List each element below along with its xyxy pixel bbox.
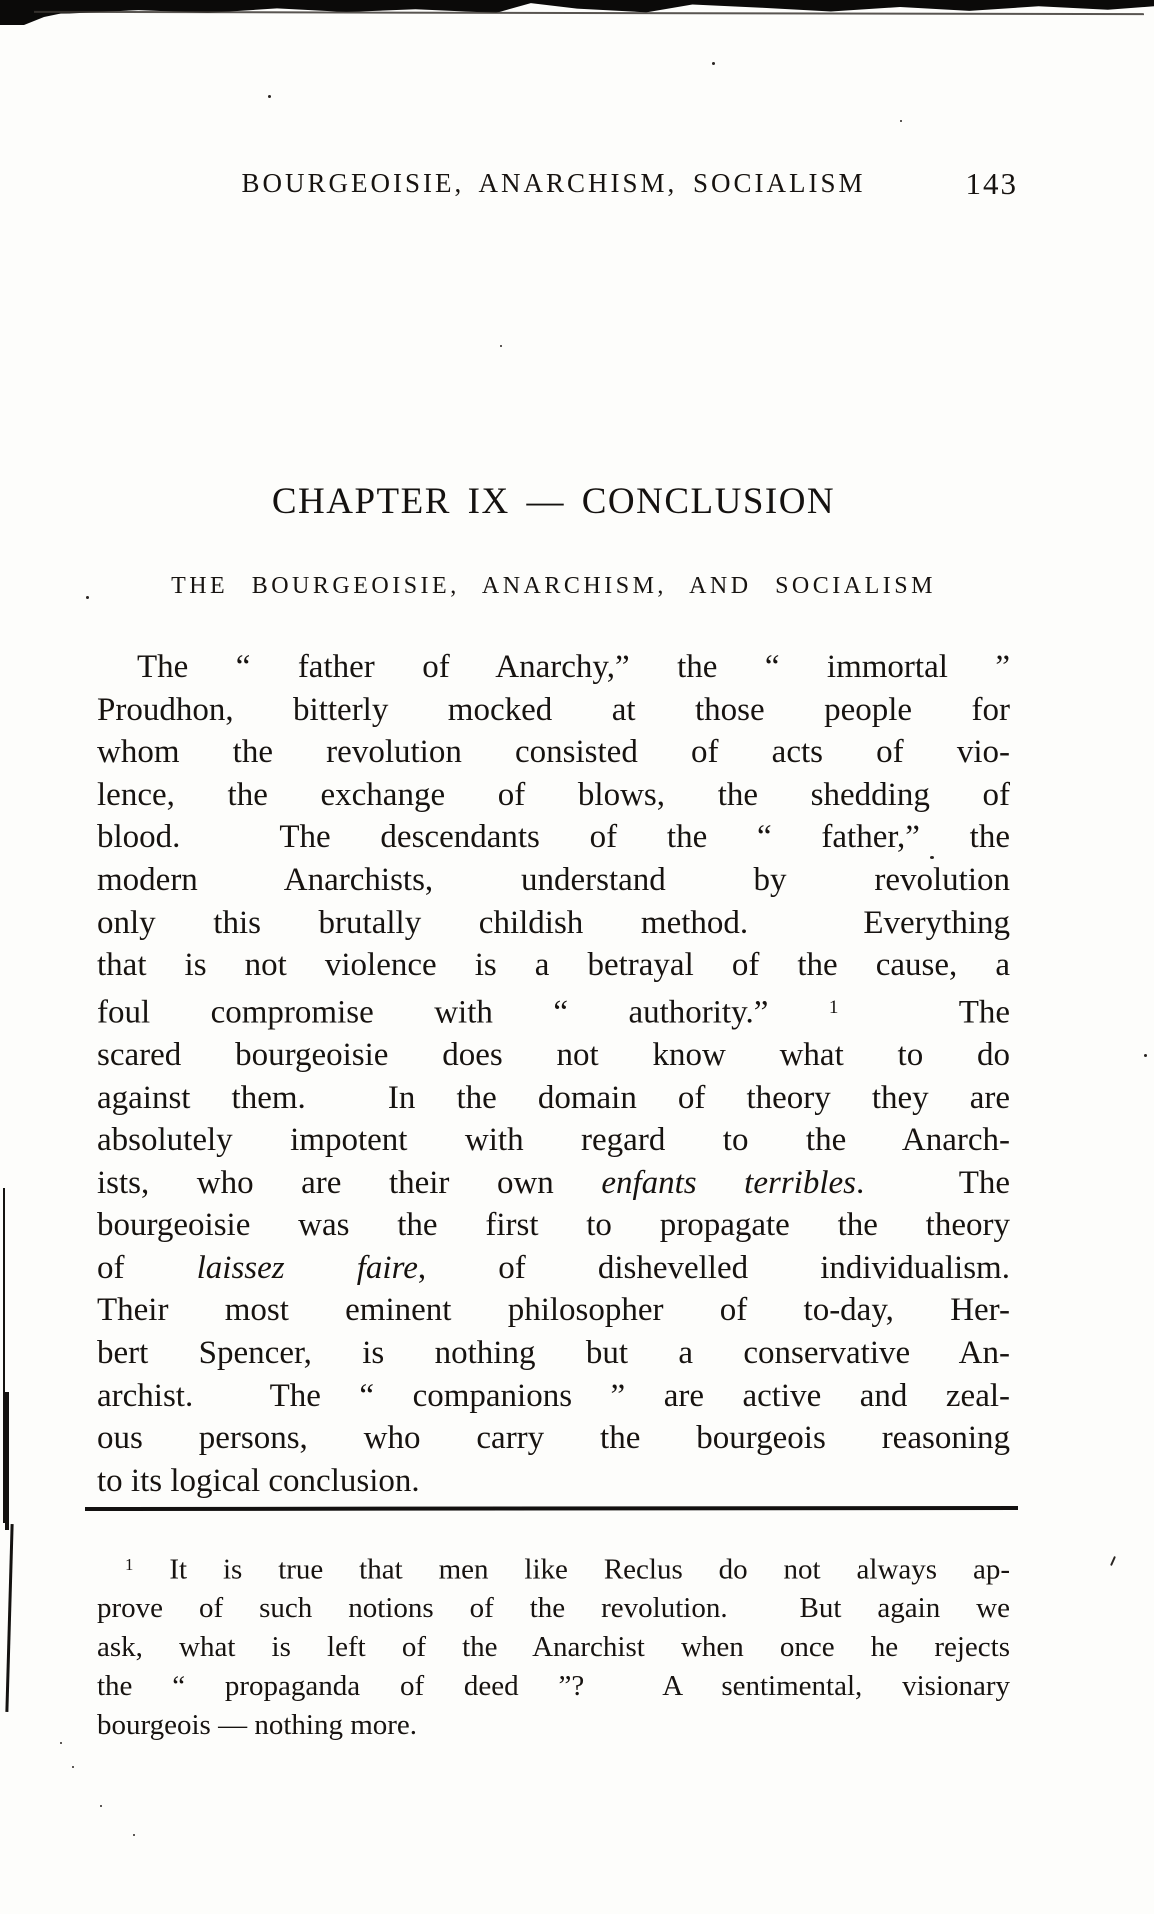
text-line bbox=[97, 1289, 1010, 1332]
text-segment: that is not violence is a betrayal of the cause, a bbox=[97, 947, 1010, 984]
text-segment: against them. In the domain of theory they are bbox=[97, 1079, 1010, 1116]
text-segment: Proudhon, bitterly mocked at those people for bbox=[97, 691, 1010, 728]
text-segment: absolutely impotent with regard to the Anarch- bbox=[97, 1122, 1010, 1159]
text-line bbox=[97, 1204, 1010, 1247]
running-header-title: BOURGEOISIE, ANARCHISM, SOCIALISM bbox=[241, 168, 866, 198]
scan-speck bbox=[900, 120, 902, 122]
body-paragraph bbox=[97, 646, 1010, 1502]
text-segment: Their most eminent philosopher of to-day, Her- bbox=[97, 1292, 1010, 1329]
text-segment: of bbox=[97, 1249, 197, 1286]
text-line bbox=[97, 774, 1010, 817]
text-segment: blood. The descendants of the “ father,” the bbox=[97, 819, 1010, 856]
text-line bbox=[97, 1034, 1010, 1077]
footnote-reference-mark: 1 bbox=[828, 996, 839, 1018]
text-segment: modern Anarchists, understand by revolution bbox=[97, 861, 1010, 898]
text-segment: It is true that men like Reclus do not always ap- bbox=[133, 1553, 1010, 1586]
text-line bbox=[97, 1119, 1010, 1162]
text-line bbox=[97, 1417, 1010, 1460]
text-segment: bourgeois — nothing more. bbox=[97, 1709, 418, 1742]
text-line bbox=[97, 1332, 1010, 1375]
text-line bbox=[97, 1706, 1010, 1745]
text-segment: ask, what is left of the Anarchist when once he rejects bbox=[97, 1631, 1010, 1664]
text-line bbox=[97, 689, 1010, 732]
scan-streak-artifact bbox=[34, 11, 1144, 15]
text-segment: The “ father of Anarchy,” the “ immortal ” bbox=[137, 649, 1010, 685]
text-segment: only this brutally childish method. Everything bbox=[97, 904, 1010, 941]
text-line bbox=[97, 987, 1010, 1034]
page-gutter-line bbox=[5, 1524, 13, 1712]
text-segment: whom the revolution consisted of acts of vio- bbox=[97, 734, 1010, 771]
text-segment: bert Spencer, is nothing but a conservative An- bbox=[97, 1335, 1010, 1372]
text-line bbox=[97, 1375, 1010, 1418]
scan-speck bbox=[1144, 1054, 1147, 1057]
footnote bbox=[97, 1545, 1010, 1745]
text-line bbox=[97, 1589, 1010, 1628]
scan-speck bbox=[268, 95, 271, 98]
chapter-title: CHAPTER IX — CONCLUSION bbox=[271, 481, 836, 522]
text-line bbox=[97, 902, 1010, 945]
scan-speck bbox=[72, 1766, 74, 1768]
text-segment: to its logical conclusion. bbox=[97, 1462, 420, 1499]
text-segment: ists, who are their own bbox=[97, 1164, 602, 1201]
text-segment: prove of such notions of the revolution. But again we bbox=[97, 1592, 1010, 1625]
text-segment: bourgeoisie was the first to propagate the theory bbox=[97, 1207, 1010, 1244]
text-line bbox=[97, 1247, 1010, 1290]
text-line bbox=[97, 1077, 1010, 1120]
scan-speck bbox=[100, 1805, 102, 1807]
text-segment: . The bbox=[856, 1164, 1011, 1201]
text-line bbox=[97, 1667, 1010, 1706]
page-number: 143 bbox=[965, 166, 1018, 201]
scan-speck bbox=[500, 345, 502, 347]
scan-speck bbox=[712, 62, 715, 65]
text-segment: archist. The “ companions ” are active and zeal- bbox=[97, 1377, 1010, 1414]
chapter-subtitle: THE BOURGEOISIE, ANARCHISM, AND SOCIALISM bbox=[171, 573, 936, 599]
text-segment: , of dishevelled individualism. bbox=[417, 1249, 1010, 1286]
text-line bbox=[97, 1162, 1010, 1205]
footnote-reference-mark: 1 bbox=[125, 1555, 134, 1574]
text-line bbox=[97, 646, 1010, 689]
text-segment: lence, the exchange of blows, the shedding of bbox=[97, 776, 1010, 813]
scan-tick-artifact bbox=[1110, 1556, 1116, 1566]
text-line bbox=[97, 944, 1010, 987]
page-gutter-line bbox=[5, 1392, 9, 1530]
text-line bbox=[97, 816, 1010, 859]
text-segment: scared bourgeoisie does not know what to do bbox=[97, 1036, 1010, 1073]
text-segment: The bbox=[838, 994, 1011, 1031]
text-segment: enfants terribles bbox=[601, 1164, 856, 1201]
scan-speck bbox=[133, 1834, 135, 1836]
text-segment: laissez faire bbox=[196, 1249, 418, 1286]
text-line bbox=[97, 1628, 1010, 1667]
text-line bbox=[97, 731, 1010, 774]
running-header bbox=[97, 166, 1018, 204]
scan-speck bbox=[60, 1742, 62, 1744]
text-line bbox=[97, 1545, 1010, 1589]
text-segment: foul compromise with “ authority.” bbox=[97, 994, 829, 1031]
scan-speck bbox=[86, 596, 89, 599]
text-segment: the “ propaganda of deed ”? A sentimental, visionary bbox=[97, 1670, 1010, 1703]
text-segment: ous persons, who carry the bourgeois reasoning bbox=[97, 1420, 1010, 1457]
footnote-divider bbox=[85, 1506, 1018, 1511]
text-line bbox=[97, 1460, 1010, 1503]
text-line bbox=[97, 859, 1010, 902]
